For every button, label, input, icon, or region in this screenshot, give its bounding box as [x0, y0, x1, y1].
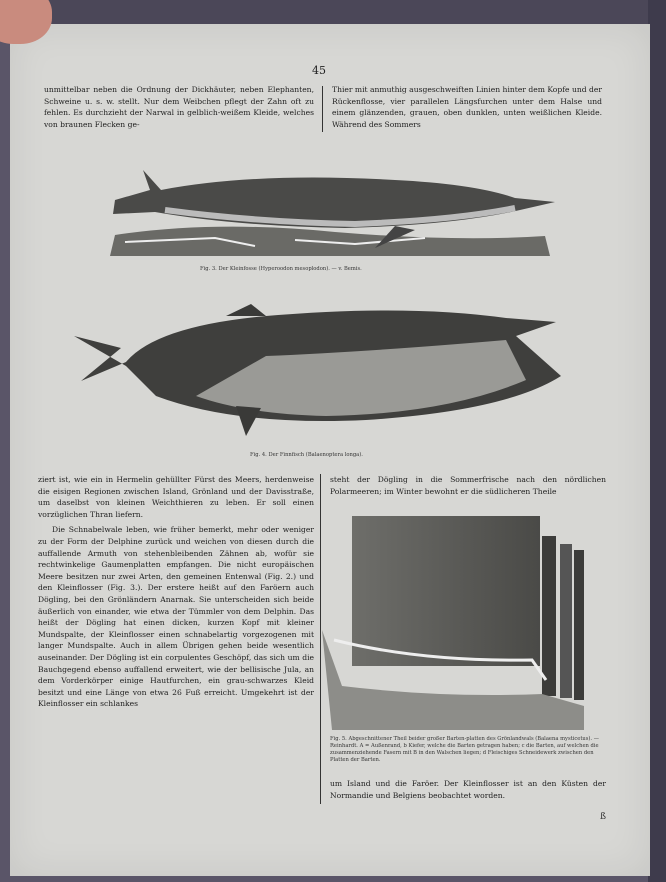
paragraph: steht der Dögling in die Sommerfrische nach den nördlichen Polarmeeren; im Winter bewohnt er die südlicheren Theile — [330, 475, 606, 496]
figure-3-caption: Fig. 3. Der Kleinfosse (Hyperoodon mesoplodon). — v. Bemis. — [200, 266, 362, 272]
figure-5-baleen-illustration — [322, 510, 600, 732]
figure-4-caption: Fig. 4. Der Finnfisch (Balaenoptera longa). — [250, 452, 363, 458]
background-right — [648, 0, 666, 882]
paragraph: um Island und die Faröer. Der Kleinflosser ist an den Küsten der Normandie und Belgiens beobachtet worden. — [330, 779, 606, 800]
column-divider — [320, 474, 321, 804]
page-number: 45 — [312, 64, 326, 77]
figure-3-whale-illustration — [95, 150, 565, 262]
column-divider — [322, 86, 323, 132]
paragraph: Thier mit anmuthig ausgeschweiften Linien hinter dem Kopfe und der Rückenflosse, vier parallelen Längsfurchen unter dem Halse und einem glänzenden, grauen, oben dunklen, unten weißlichen Kleide. Während des Sommers — [332, 85, 602, 129]
text-top-right — [332, 84, 602, 134]
corner-mark: ß — [600, 812, 607, 822]
text-bottom-right — [330, 778, 606, 805]
paragraph: ziert ist, wie ein in Hermelin gehüllter Fürst des Meers, herdenweise die eisigen Regionen zwischen Island, Grönland und der Davisstraße, um daselbst von kleinen Weichthieren zu leben. Er soll einen vorzüglichen Thran liefern. — [38, 475, 314, 519]
text-top-left — [44, 84, 314, 134]
text-middle-right — [330, 474, 606, 501]
figure-4-whale-illustration — [66, 296, 566, 446]
text-middle-left — [38, 474, 314, 714]
paragraph: Die Schnabelwale leben, wie früher bemerkt, mehr oder weniger zu der Form der Delphine zurück und weichen von diesen durch die auffallende Armuth von stehenbleibenden Zähnen ab, wofür sie rechtwinkelige Gaumenplatten empfangen. Die nicht europäischen Meere besitzen nur zwei Arten, den gemeinen Entenwal (Fig. 2.) und den Kleinflosser (Fig. 3.). Der erstere heißt auf den Faröern auch Dögling, bei den Grönländern Anarnak. Sie unterscheiden sich beide äußerlich von einander, wie etwa der Tümmler von dem Delphin. Das heißt der Dögling hat einen dicken, kurzen Kopf mit kleiner Mundspalte, der Kleinflosser einen schnabelartig vorgezogenen mit langer Mundspalte. Auch in allem Übrigen gehen beide wesentlich auseinander. Der Dögling ist ein corpulentes Geschöpf, das sich um die Bauchgegend ebenso auffallend erweitert, wie der bellisische Jula, an dem Vorderkörper einige Hautfurchen, ein grau-schwarzes Kleid besitzt und eine Länge von etwa 26 Fuß erreicht. Umgekehrt ist der Kleinflosser ein schlankes — [38, 525, 314, 709]
figure-5-caption: Fig. 5. Abgeschnittener Theil beider großer Barten-platten des Grönlandwals (Balaena mysticetus). — Reinhardt. A = Außenrand, b Kiefer, welche die Barten getragen haben; c die Barten, auf welchen die zusammenziehende Fasern mit B in den Walschen liegen; d Fleischiges Schneidewerk zwischen den Platten der Barten. — [330, 736, 599, 763]
paragraph: unmittelbar neben die Ordnung der Dickhäuter, neben Elephanten, Schweine u. s. w. stellt. Nur dem Weibchen pflegt der Zahn oft zu fehlen. Es durchzieht der Narwal in gelblich-weißem Kleide, welches von braunen Flecken ge- — [44, 85, 314, 129]
